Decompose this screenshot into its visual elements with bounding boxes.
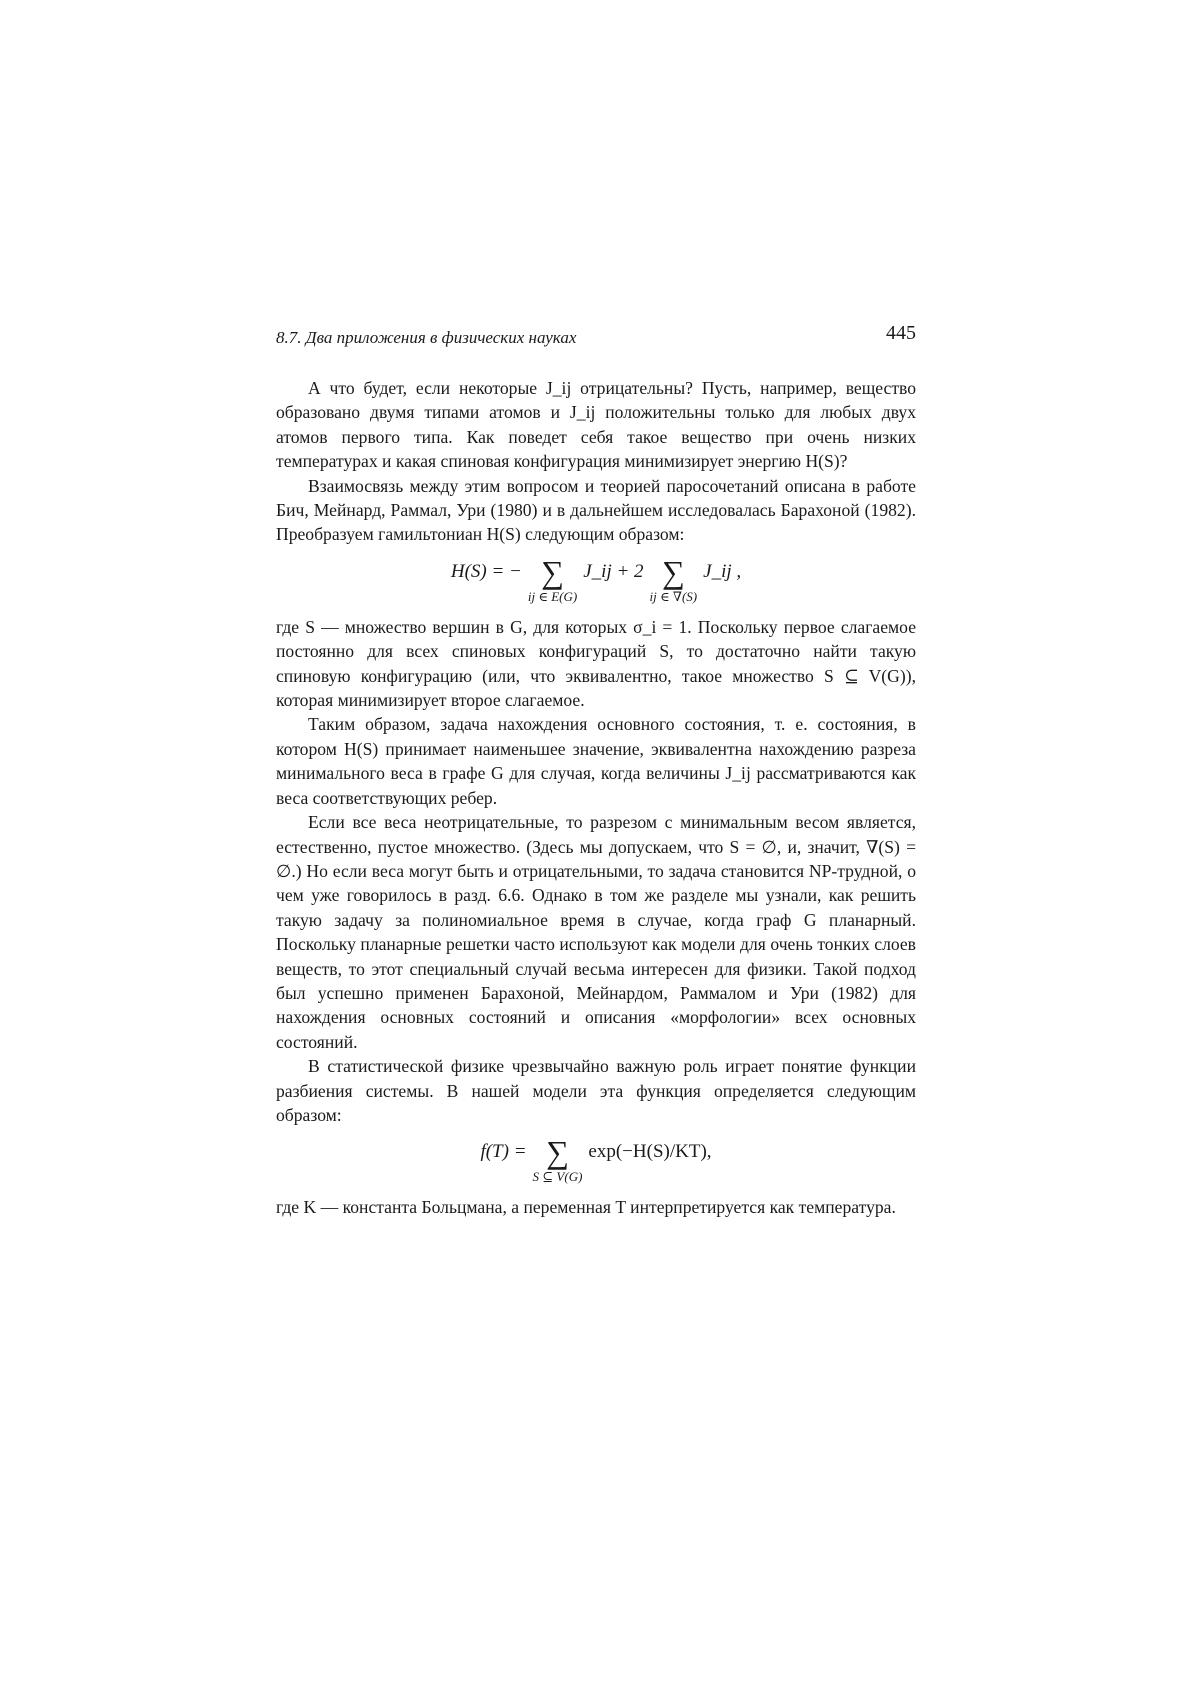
formula1-term-2: J_ij , — [703, 560, 742, 582]
running-head: 8.7. Два приложения в физических науках — [276, 328, 577, 347]
formula2-term: exp(−H(S)/KT), — [588, 1141, 712, 1163]
formula2-sum — [532, 1134, 583, 1185]
hamiltonian-formula — [276, 553, 916, 605]
partition-function-formula — [276, 1134, 916, 1185]
paragraph-7: где K — константа Больцмана, а переменная T интерпретируется как температура. — [276, 1197, 896, 1218]
sum-symbol-icon: ∑ — [546, 1134, 569, 1171]
formula1-sum-1 — [527, 553, 578, 605]
paragraph-5: Если все веса неотрицательные, то разрезом с минимальным весом является, естественно, пустое множество. (Здесь мы допускаем, что S = ∅, и, значит, ∇(S) = ∅.) Но если веса могут быть и отрицательными, то задача становится NP-трудной, о чем уже говорилось в разд. 6.6. Однако в том же разделе мы узнали, как решить такую задачу за полиномиальное время в случае, когда граф G планарный. Поскольку планарные решетки часто используют как модели для очень тонких слоев веществ, то этот специальный случай весьма интересен для физики. Такой подход был успешно применен Барахоной, Мейнардом, Раммалом и Ури (1982) для нахождения основных состояний и описания «морфологии» всех основных состояний. — [276, 812, 916, 1052]
formula1-sum2-subscript: ij ∈ ∇(S) — [649, 588, 698, 604]
sum-symbol-icon: ∑ — [541, 553, 564, 590]
paragraph-4: Таким образом, задача нахождения основного состояния, т. е. состояния, в котором H(S) принимает наименьшее значение, эквивалентна нахождению разреза минимального веса в графе G для случая, когда величины J_ij рассматриваются как веса соответствующих ребер. — [276, 714, 916, 808]
formula1-lhs: H(S) = − — [450, 560, 522, 582]
formula1-sum-2 — [649, 553, 698, 605]
paragraph-2: Взаимосвязь между этим вопросом и теорией паросочетаний описана в работе Бич, Мейнард, Раммал, Ури (1980) и в дальнейшем исследовалась Барахоной (1982). Преобразуем гамильтониан H(S) следующим образом: — [276, 475, 916, 545]
formula2-lhs: f(T) = — [480, 1141, 527, 1163]
formula1-term-1: J_ij + 2 — [583, 560, 644, 582]
page-header — [276, 322, 916, 352]
paragraph-3: где S — множество вершин в G, для которых σ_i = 1. Поскольку первое слагаемое постоянно для всех спиновых конфигураций S, то достаточно найти такую спиновую конфигурацию (или, что эквивалентно, такое множество S ⊆ V(G)), которая минимизирует второе слагаемое. — [276, 616, 916, 711]
paragraph-1: А что будет, если некоторые J_ij отрицательны? Пусть, например, вещество образовано двумя типами атомов и J_ij положительны только для любых двух атомов первого типа. Как поведет себя такое вещество при очень низких температурах и какая спиновая конфигурация минимизирует энергию H(S)? — [276, 378, 916, 472]
sum-symbol-icon: ∑ — [661, 553, 685, 590]
formula1-sum1-subscript: ij ∈ E(G) — [527, 588, 578, 604]
page-number: 445 — [886, 322, 916, 344]
paragraph-6: В статистической физике чрезвычайно важную роль играет понятие функции разбиения системы. В нашей модели эта функция определяется следующим образом: — [276, 1056, 916, 1125]
body-text — [276, 376, 916, 1220]
formula2-sum-subscript: S ⊆ V(G) — [532, 1169, 583, 1185]
